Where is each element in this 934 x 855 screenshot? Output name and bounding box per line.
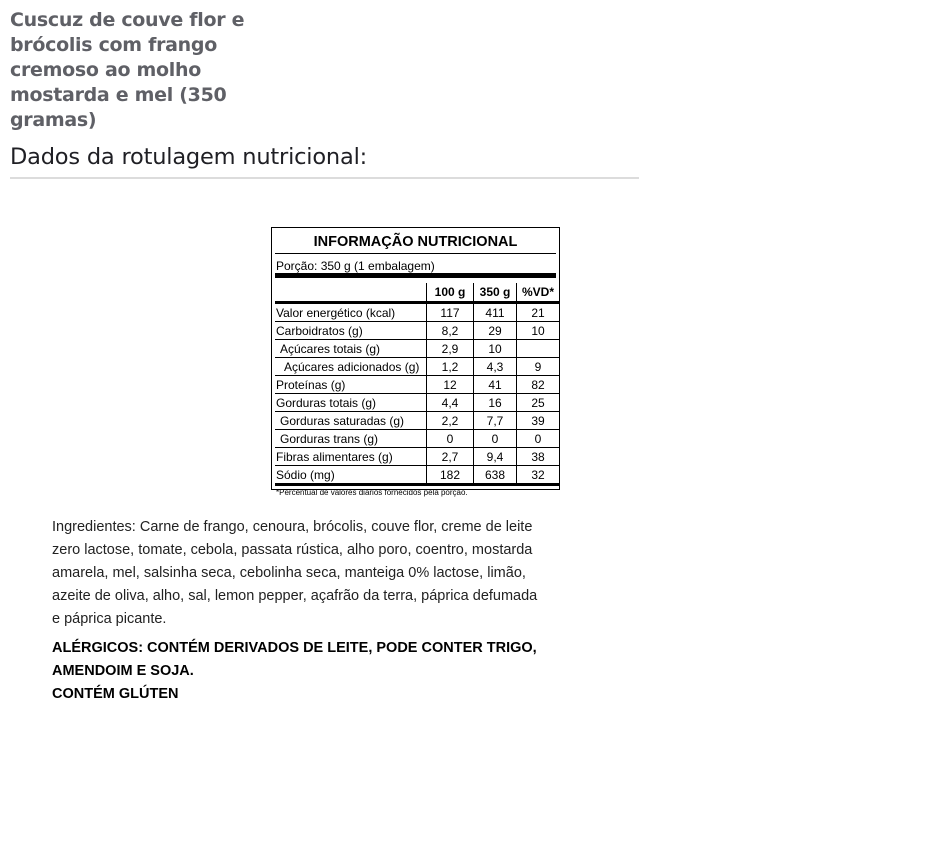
nutrition-row xyxy=(275,394,559,412)
nutrition-label-title: INFORMAÇÃO NUTRICIONAL xyxy=(275,231,556,254)
nutrient-per-100g: 2,2 xyxy=(427,412,474,430)
nutrient-vd: 32 xyxy=(517,466,560,485)
nutrient-per-350g: 10 xyxy=(474,340,517,358)
nutrient-per-100g: 12 xyxy=(427,376,474,394)
nutrient-per-350g: 16 xyxy=(474,394,517,412)
nutrient-name: Proteínas (g) xyxy=(275,376,427,394)
nutrient-name: Fibras alimentares (g) xyxy=(275,448,427,466)
nutrient-per-350g: 41 xyxy=(474,376,517,394)
ingredients-text: Ingredientes: Carne de frango, cenoura, brócolis, couve flor, creme de leite zero lactose, tomate, cebola, passata rústica, alho poro, coentro, mostarda amarela, mel, salsinha seca, cebolinha seca, manteiga 0% lactose, limão, azeite de oliva, alho, sal, lemon pepper, açafrão da terra, páprica defumada e páprica picante. xyxy=(52,519,538,627)
nutrient-name: Açúcares totais (g) xyxy=(275,340,427,358)
nutrition-facts-label xyxy=(271,227,560,497)
nutrient-name: Sódio (mg) xyxy=(275,466,427,485)
nutrition-table xyxy=(275,283,559,486)
nutrient-per-100g: 8,2 xyxy=(427,322,474,340)
nutrient-vd: 39 xyxy=(517,412,560,430)
nutrition-row xyxy=(275,412,559,430)
nutrition-section-heading: Dados da rotulagem nutricional: xyxy=(10,144,368,170)
nutrition-footnote: *Percentual de valores diários fornecidos pela porção. xyxy=(276,488,468,497)
nutrition-row xyxy=(275,358,559,376)
nutrient-per-100g: 0 xyxy=(427,430,474,448)
nutrient-per-350g: 0 xyxy=(474,430,517,448)
nutrient-vd: 0 xyxy=(517,430,560,448)
nutrient-per-100g: 2,7 xyxy=(427,448,474,466)
heading-divider xyxy=(10,177,639,179)
nutrient-vd: 10 xyxy=(517,322,560,340)
nutrient-vd xyxy=(517,340,560,358)
nutrient-per-100g: 1,2 xyxy=(427,358,474,376)
nutrition-header-vd: %VD* xyxy=(517,283,560,303)
nutrition-row xyxy=(275,340,559,358)
nutrient-per-350g: 7,7 xyxy=(474,412,517,430)
nutrient-per-100g: 4,4 xyxy=(427,394,474,412)
product-title: Cuscuz de couve flor e brócolis com frango cremoso ao molho mostarda e mel (350 gramas) xyxy=(10,9,245,131)
nutrient-vd: 9 xyxy=(517,358,560,376)
nutrient-per-100g: 2,9 xyxy=(427,340,474,358)
nutrient-vd: 38 xyxy=(517,448,560,466)
nutrition-row xyxy=(275,448,559,466)
nutrition-row xyxy=(275,466,559,485)
nutrient-name: Carboidratos (g) xyxy=(275,322,427,340)
nutrition-header-350g: 350 g xyxy=(474,283,517,303)
nutrient-per-350g: 9,4 xyxy=(474,448,517,466)
nutrition-row xyxy=(275,376,559,394)
nutrient-vd: 25 xyxy=(517,394,560,412)
gluten-warning: CONTÉM GLÚTEN xyxy=(52,686,179,702)
nutrition-portion: Porção: 350 g (1 embalagem) xyxy=(275,254,556,278)
nutrition-row xyxy=(275,303,559,322)
nutrition-row xyxy=(275,430,559,448)
nutrient-name: Gorduras totais (g) xyxy=(275,394,427,412)
nutrient-per-350g: 29 xyxy=(474,322,517,340)
nutrition-header-name xyxy=(275,283,427,303)
nutrient-name: Gorduras saturadas (g) xyxy=(275,412,427,430)
nutrient-per-100g: 182 xyxy=(427,466,474,485)
nutrient-per-100g: 117 xyxy=(427,303,474,322)
allergens-text: ALÉRGICOS: CONTÉM DERIVADOS DE LEITE, PODE CONTER TRIGO, AMENDOIM E SOJA. xyxy=(52,640,537,679)
nutrient-name: Açúcares adicionados (g) xyxy=(275,358,427,376)
nutrient-vd: 21 xyxy=(517,303,560,322)
nutrient-per-350g: 638 xyxy=(474,466,517,485)
nutrient-per-350g: 4,3 xyxy=(474,358,517,376)
nutrition-table-header-row xyxy=(275,283,559,303)
nutrient-per-350g: 411 xyxy=(474,303,517,322)
nutrient-vd: 82 xyxy=(517,376,560,394)
nutrient-name: Gorduras trans (g) xyxy=(275,430,427,448)
nutrition-row xyxy=(275,322,559,340)
nutrient-name: Valor energético (kcal) xyxy=(275,303,427,322)
nutrition-header-100g: 100 g xyxy=(427,283,474,303)
